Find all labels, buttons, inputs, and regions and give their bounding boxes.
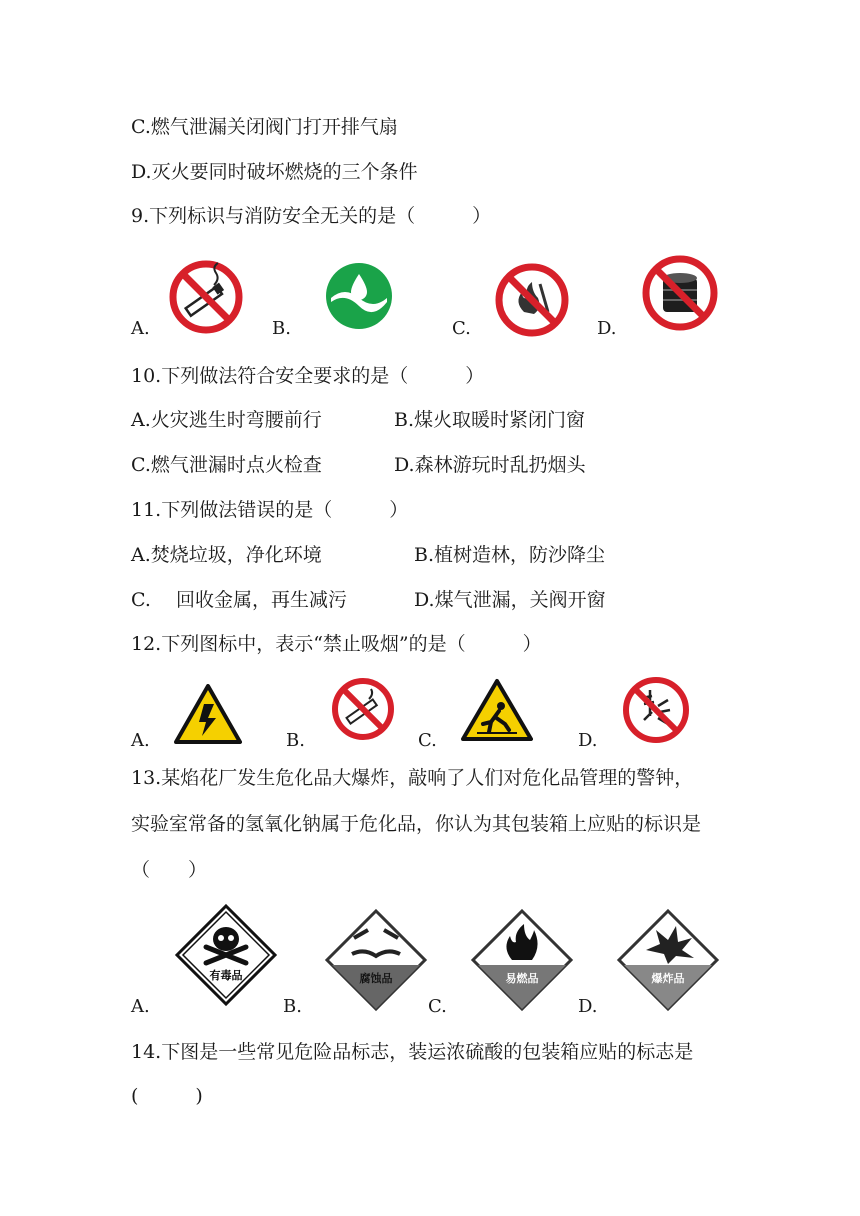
slippery-warning-icon <box>461 678 533 742</box>
no-open-flame-icon <box>494 262 570 338</box>
q11-option-b: B.植树造林，防沙降尘 <box>414 544 606 566</box>
corrosive-sign-icon <box>324 908 428 1012</box>
toxic-sign-icon <box>174 903 278 1007</box>
flammable-sign-icon <box>470 908 574 1012</box>
toxic-sign-label: 有毒品 <box>209 969 243 982</box>
q9-label-c: C. <box>452 318 471 339</box>
electric-hazard-icon <box>174 684 242 744</box>
q9-stem: 9.下列标识与消防安全无关的是（ ） <box>131 205 492 227</box>
flammable-sign-label: 易燃品 <box>505 972 539 985</box>
q9-label-a: A. <box>131 318 150 339</box>
q13-stem-line2: 实验室常备的氢氧化钠属于危化品，你认为其包装箱上应贴的标识是 <box>131 813 702 835</box>
no-fireworks-icon <box>622 676 690 744</box>
q13-label-c: C. <box>428 996 447 1017</box>
corrosive-sign-label: 腐蚀品 <box>359 972 393 985</box>
q10-option-a: A.火灾逃生时弯腰前行 <box>131 409 322 431</box>
q11-option-d: D.煤气泄漏，关阀开窗 <box>414 589 606 611</box>
q13-label-b: B. <box>283 996 302 1017</box>
q13-stem-line1: 13.某焰花厂发生危化品大爆炸，敲响了人们对危化品管理的警钟， <box>131 767 694 789</box>
explosive-sign-label: 爆炸品 <box>651 972 685 985</box>
q13-label-a: A. <box>131 996 150 1017</box>
q8-option-d: D.灭火要同时破坏燃烧的三个条件 <box>131 161 418 183</box>
q14-stem-line2: ( ) <box>131 1085 203 1107</box>
q10-option-c: C.燃气泄漏时点火检查 <box>131 454 322 476</box>
q12-label-a: A. <box>131 730 150 751</box>
water-saving-icon <box>325 262 393 330</box>
q8-option-c: C.燃气泄漏关闭阀门打开排气扇 <box>131 116 398 138</box>
q9-label-d: D. <box>597 318 617 339</box>
q14-stem-line1: 14.下图是一些常见危险品标志，装运浓硫酸的包装箱应贴的标志是 <box>131 1041 694 1063</box>
q10-option-b: B.煤火取暖时紧闭门窗 <box>394 409 586 431</box>
q13-label-d: D. <box>578 996 598 1017</box>
q11-option-c: C. 回收金属，再生减污 <box>131 589 347 611</box>
q10-option-d: D.森林游玩时乱扔烟头 <box>394 454 586 476</box>
q11-option-a: A.焚烧垃圾，净化环境 <box>131 544 322 566</box>
q13-stem-line3: （ ） <box>131 859 208 881</box>
q10-stem: 10.下列做法符合安全要求的是（ ） <box>131 365 485 387</box>
q12-label-d: D. <box>578 730 598 751</box>
q12-stem: 12.下列图标中，表示“禁止吸烟”的是（ ） <box>131 633 542 655</box>
no-oil-drum-icon <box>641 254 719 332</box>
q9-label-b: B. <box>272 318 291 339</box>
q11-stem: 11.下列做法错误的是（ ） <box>131 499 409 521</box>
no-smoking-icon <box>168 259 244 335</box>
q12-label-c: C. <box>418 730 437 751</box>
q12-label-b: B. <box>286 730 305 751</box>
no-smoking-icon <box>331 677 395 741</box>
explosive-sign-icon <box>616 908 720 1012</box>
